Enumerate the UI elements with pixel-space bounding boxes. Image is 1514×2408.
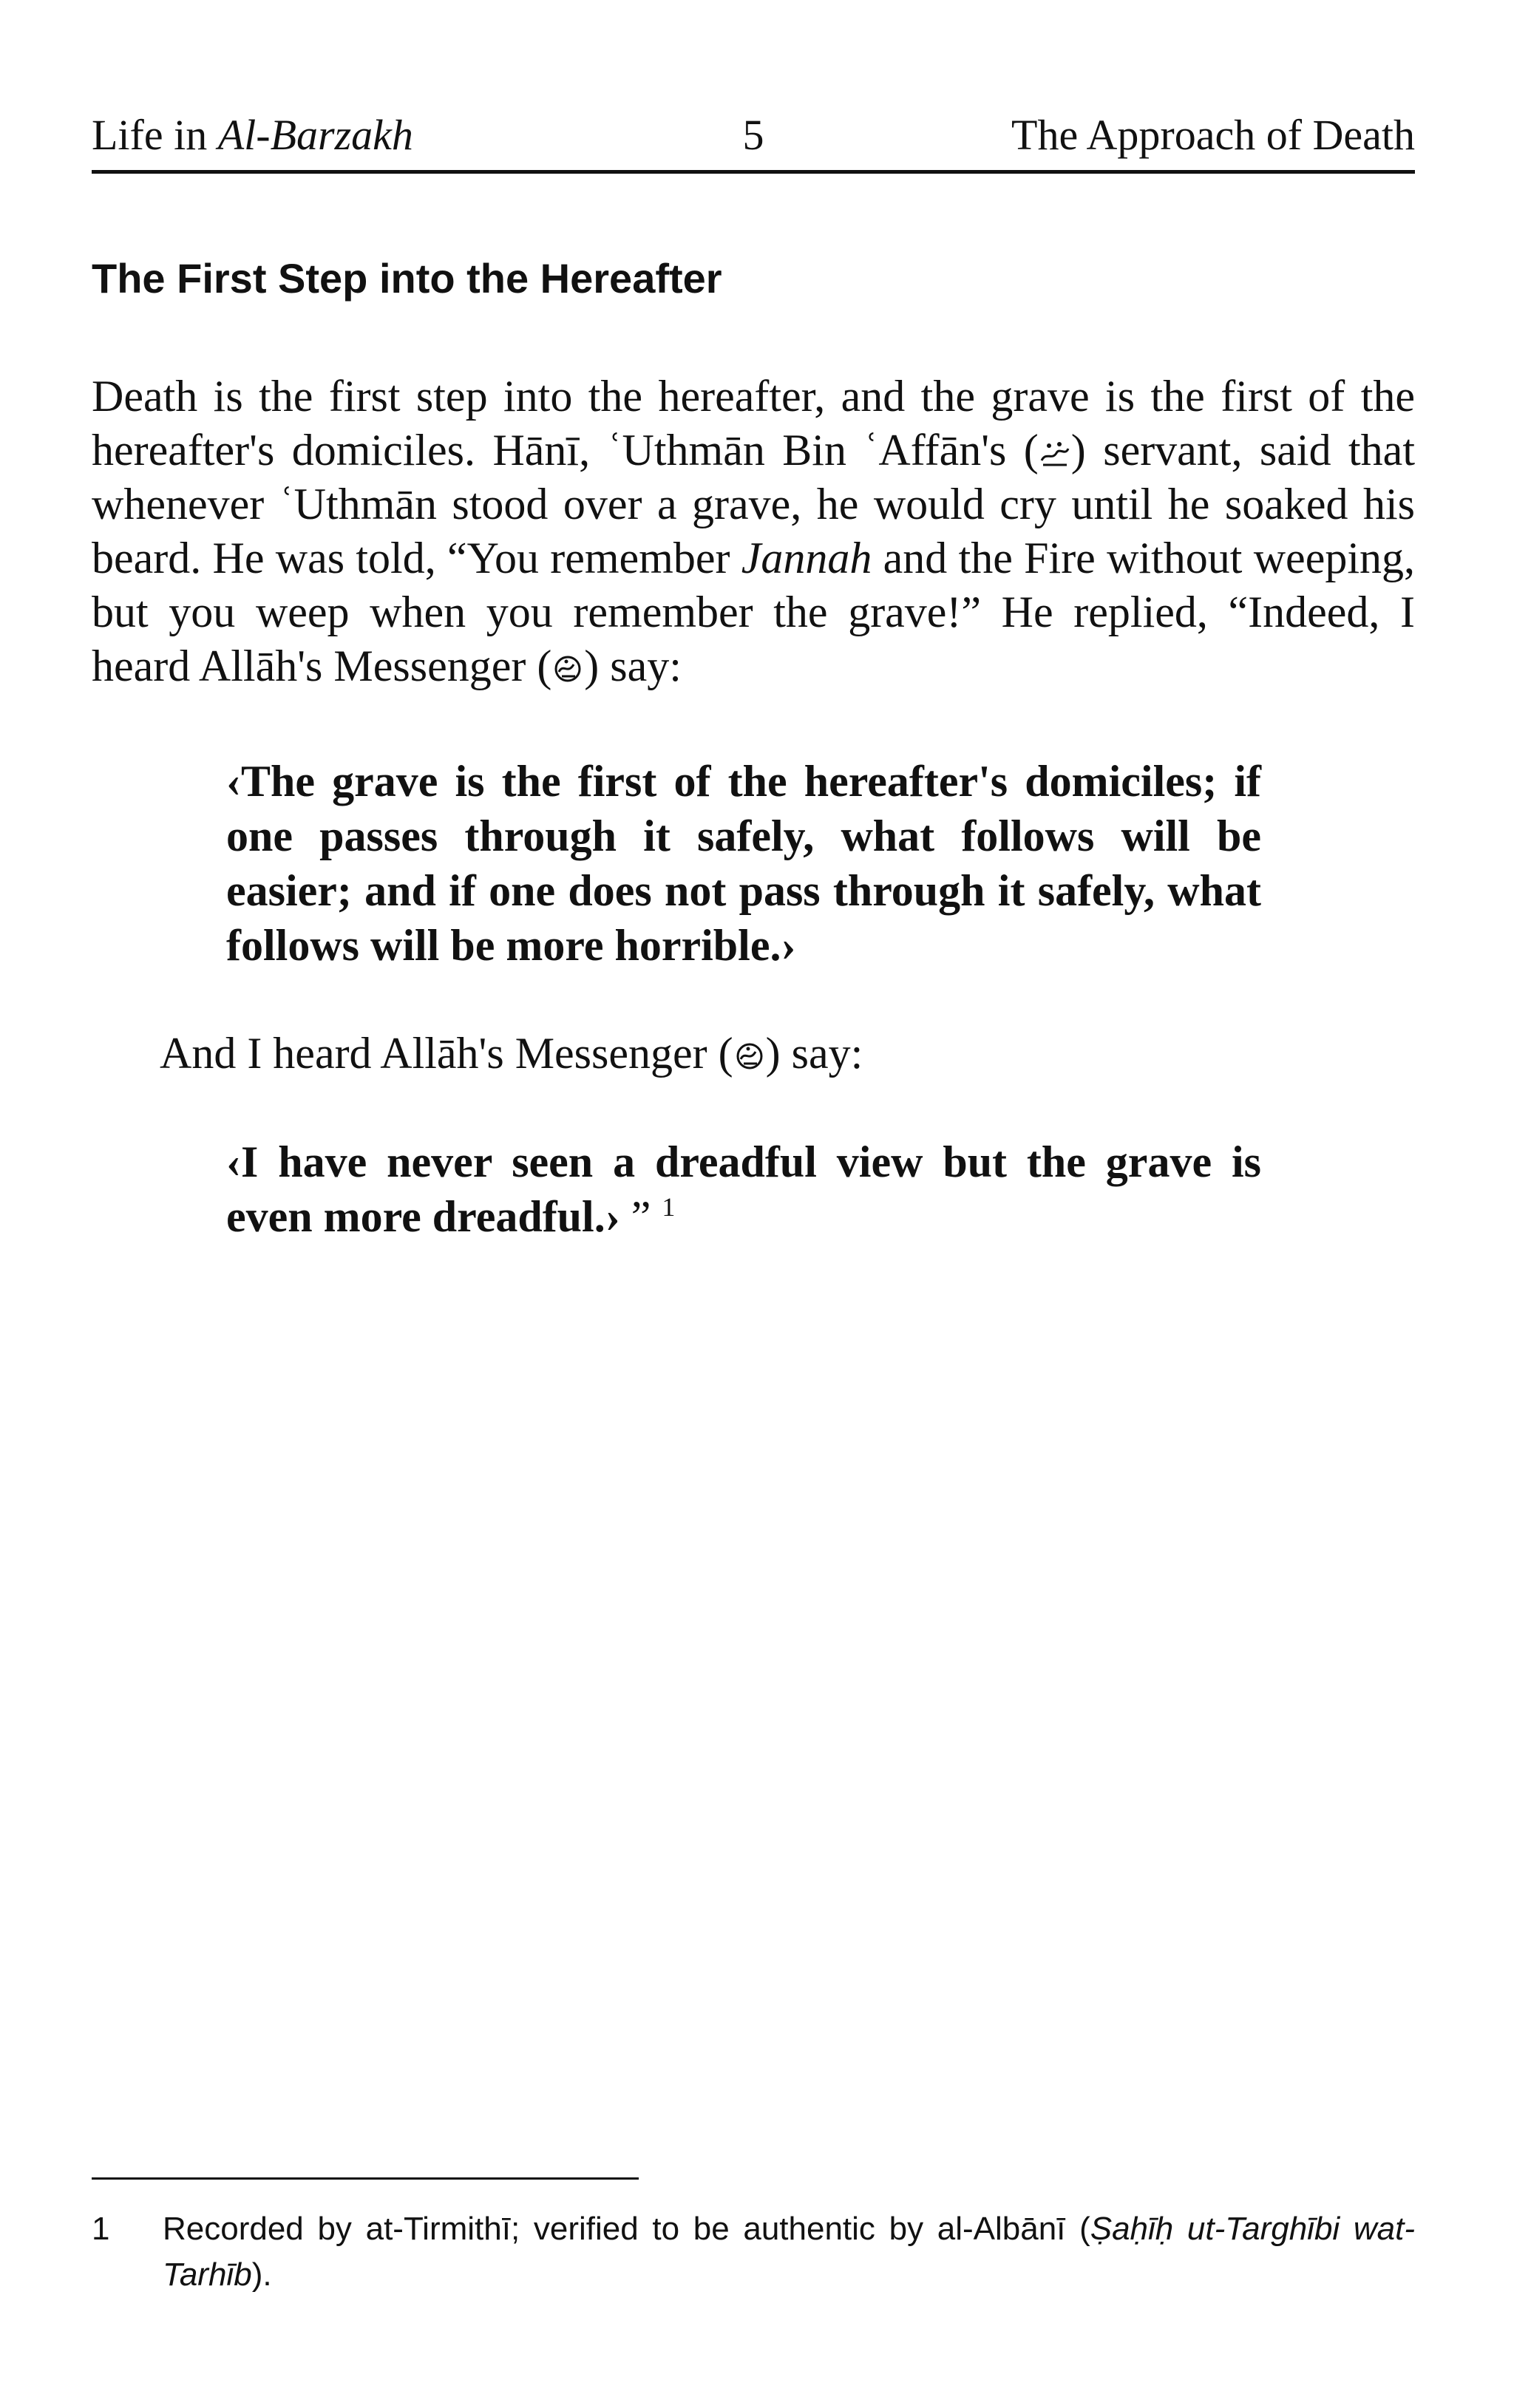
footnote xyxy=(92,2206,1415,2298)
footnote-number: 1 xyxy=(92,2211,110,2247)
paragraph-text: ) servant, said that whenever ʿUthmān stood over a grave, he would cry until he soaked his beard. He was told, “You remember xyxy=(92,426,1415,582)
calligraphy-seal-icon xyxy=(733,1041,766,1071)
footnote-source-title: Ṣaḥīḥ ut-Targhībi wat-Tarhīb xyxy=(163,2211,1415,2293)
paragraph-text: ) say: xyxy=(584,642,682,690)
paragraph-italic-term: Jannah xyxy=(741,534,872,582)
header-book-title: Life in Al-Barzakh xyxy=(92,111,413,159)
footnote-text: Recorded by at-Tirmithī; verified to be authentic by al-Albānī (Ṣaḥīḥ ut-Targhībi wat-Tarhīb). xyxy=(163,2211,1415,2293)
footnote-reference: 1 xyxy=(662,1192,676,1222)
header-book-title-italic: Al-Barzakh xyxy=(217,111,413,159)
hadith-quote-1: ‹The grave is the first of the hereafter's domiciles; if one passes through it safely, what follows will be easier; and if one does not pass through it safely, what follows will be more horrible.› xyxy=(226,757,1261,970)
page-number: 5 xyxy=(742,111,764,159)
calligraphy-seal-icon xyxy=(1039,438,1071,468)
paragraph-text: and the Fire without weeping, but you weep when you remember the grave!” He replied, “Indeed, I heard Allāh's Messenger ( xyxy=(92,534,1415,690)
footnote-divider xyxy=(92,2177,639,2180)
header-chapter-title: The Approach of Death xyxy=(1011,111,1415,159)
closing-quote-mark: ” xyxy=(619,1192,662,1241)
paragraph-text: Death is the first step into the hereafter, and the grave is the first of the hereafter's domiciles. Hānī, ʿUthmān Bin ʿAffān's ( xyxy=(92,372,1415,475)
quote-text: ‹I have never seen a dreadful view but the grave is even more dreadful.› xyxy=(226,1137,1261,1241)
calligraphy-seal-icon xyxy=(551,654,584,684)
second-hadith-intro: And I heard Allāh's Messenger ( ) say: xyxy=(160,1029,863,1078)
running-header xyxy=(92,103,1415,174)
section-heading: The First Step into the Hereafter xyxy=(92,255,722,302)
hadith-quote-2 xyxy=(226,1135,1261,1244)
body-paragraph xyxy=(92,370,1415,693)
